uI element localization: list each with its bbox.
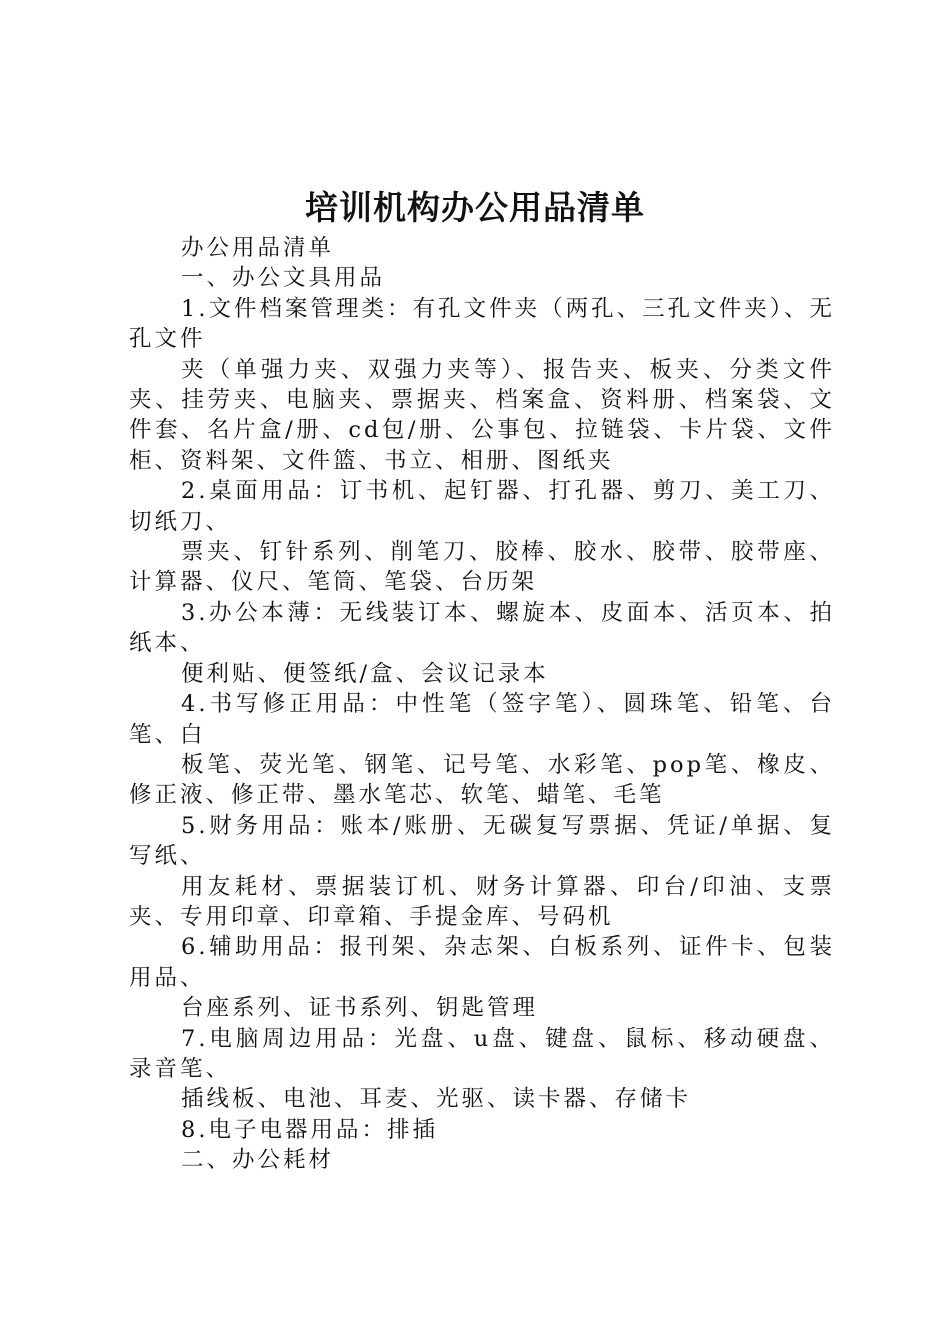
paragraph: 办公用品清单 xyxy=(181,235,335,261)
paragraph: 4.书写修正用品：中性笔（签字笔）、圆珠笔、铅笔、台笔、白 xyxy=(129,691,835,748)
document-title: 培训机构办公用品清单 xyxy=(305,188,645,227)
paragraph: 1.文件档案管理类：有孔文件夹（两孔、三孔文件夹）、无孔文件 xyxy=(129,295,835,353)
paragraph: 3.办公本薄：无线装订本、螺旋本、皮面本、活页本、拍纸本、 xyxy=(129,599,835,657)
paragraph: 用友耗材、票据装订机、财务计算器、印台/印油、支票夹、专用印章、印章箱、手提金库、号码机 xyxy=(129,873,835,930)
paragraph: 5.财务用品：账本/账册、无碳复写票据、凭证/单据、复写纸、 xyxy=(129,812,835,870)
paragraph: 夹（单强力夹、双强力夹等）、报告夹、板夹、分类文件夹、挂劳夹、电脑夹、票据夹、档案盒、资料册、档案袋、文件套、名片盒/册、cd包/册、公事包、拉链袋、卡片袋、文件柜、资料架、文件篮、书立、相册、图纸夹 xyxy=(129,356,835,474)
section-heading: 一、办公文具用品 xyxy=(181,265,386,292)
paragraph: 板笔、荧光笔、钢笔、记号笔、水彩笔、pop笔、橡皮、修正液、修正带、墨水笔芯、软笔、蜡笔、毛笔 xyxy=(129,751,835,809)
paragraph: 台座系列、证书系列、钥匙管理 xyxy=(181,995,539,1022)
paragraph: 6.辅助用品：报刊架、杂志架、白板系列、证件卡、包装用品、 xyxy=(129,934,835,991)
paragraph: 2.桌面用品：订书机、起钉器、打孔器、剪刀、美工刀、切纸刀、 xyxy=(129,478,835,535)
paragraph: 便利贴、便签纸/盒、会议记录本 xyxy=(181,660,549,687)
paragraph: 8.电子电器用品：排插 xyxy=(181,1116,438,1143)
paragraph: 7.电脑周边用品：光盘、u盘、键盘、鼠标、移动硬盘、录音笔、 xyxy=(129,1025,835,1082)
document-body xyxy=(129,233,835,1176)
section-heading: 二、办公耗材 xyxy=(181,1147,335,1174)
paragraph: 票夹、钉针系列、削笔刀、胶棒、胶水、胶带、胶带座、计算器、仪尺、笔筒、笔袋、台历架 xyxy=(129,539,835,596)
paragraph: 插线板、电池、耳麦、光驱、读卡器、存储卡 xyxy=(181,1086,692,1113)
